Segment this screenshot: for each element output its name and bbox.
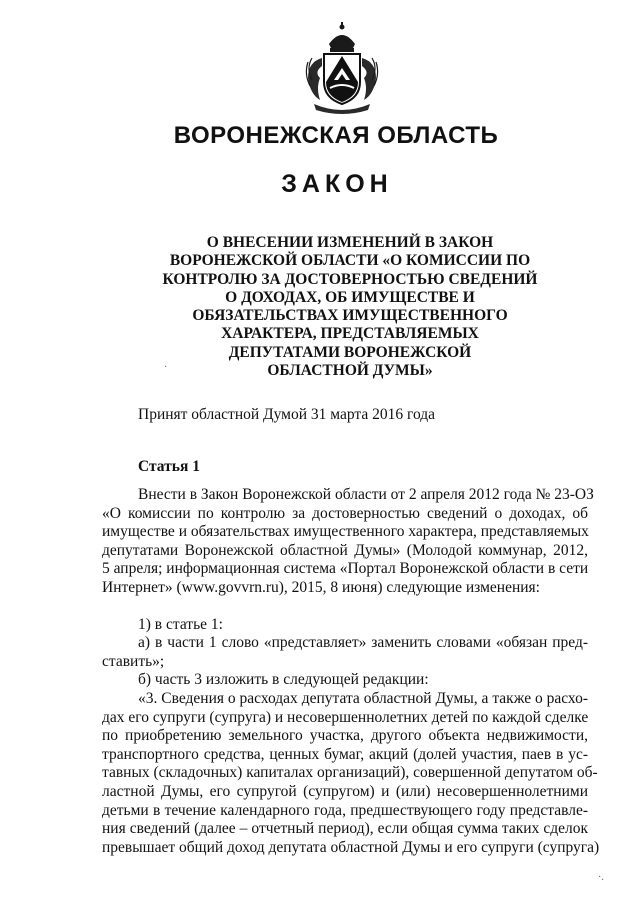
body-line: дах его супруги (супруга) и несовершеннолетних детей по каждой сделке <box>102 708 589 726</box>
law-title <box>120 234 580 380</box>
law-title-line: ОБЛАСТНОЙ ДУМЫ» <box>267 362 433 380</box>
body-line: Интернет» (www.govvrn.ru), 2015, 8 июня) следующие изменения: <box>102 578 540 596</box>
body-line: депутатами Воронежской областной Думы» (Молодой коммунар, 2012, <box>102 541 588 559</box>
coat-of-arms-emblem <box>302 22 382 116</box>
law-title-line: О ВНЕСЕНИИ ИЗМЕНЕНИЙ В ЗАКОН <box>206 234 494 251</box>
body-line: ния сведений (далее – отчетный период), если общая сумма таких сделок <box>102 820 588 838</box>
scan-speck: ·. <box>598 872 604 883</box>
law-title-line: ДЕПУТАТАМИ ВОРОНЕЖСКОЙ <box>228 343 472 361</box>
body-line: детьми в течение календарного года, предшествующего году представле- <box>102 801 588 819</box>
list-item: 1) в статье 1: <box>138 615 223 633</box>
region-heading: ВОРОНЕЖСКАЯ ОБЛАСТЬ <box>173 122 499 149</box>
article-heading: Статья 1 <box>138 458 200 475</box>
body-line: а) в части 1 слово «представляет» заменить словами «обязан пред- <box>138 634 588 652</box>
left-supporter-shape <box>308 58 322 100</box>
body-line: тавных (складочных) капиталах организаций), совершенной депутатом об- <box>102 764 598 782</box>
crown-icon <box>329 22 355 52</box>
scan-speck: · <box>164 362 168 373</box>
law-title-line: О ДОХОДАХ, ОБ ИМУЩЕСТВЕ И <box>225 288 475 306</box>
article-body <box>102 486 600 857</box>
law-title-line: КОНТРОЛЮ ЗА ДОСТОВЕРНОСТЬЮ СВЕДЕНИЙ <box>162 270 538 288</box>
body-line: «О комиссии по контролю за достоверностью сведений о доходах, об <box>102 504 588 522</box>
law-title-line: ХАРАКТЕРА, ПРЕДСТАВЛЯЕМЫХ <box>221 325 479 343</box>
body-line: 5 апреля; информационная система «Портал Воронежской области в сети <box>102 560 589 578</box>
law-title-line: ОБЯЗАТЕЛЬСТВАХ ИМУЩЕСТВЕННОГО <box>192 307 508 325</box>
shield-icon <box>324 54 360 104</box>
right-supporter-shape <box>362 58 376 100</box>
base-ribbon-shape <box>314 104 370 114</box>
adoption-note: Принят областной Думой 31 марта 2016 года <box>138 406 436 423</box>
body-line: по приобретению земельного участка, другого объекта недвижимости, <box>102 727 588 745</box>
body-line: ставить»; <box>102 652 165 670</box>
body-line: транспортного средства, ценных бумаг, акций (долей участия, паев в ус- <box>102 745 588 763</box>
body-line: превышает общий доход депутата областной Думы и его супруги (супруга) <box>102 838 600 856</box>
body-line: имуществе и обязательствах имущественного характера, представляемых <box>102 523 589 541</box>
body-line: «3. Сведения о расходах депутата областной Думы, а также о расхо- <box>138 689 588 707</box>
document-type-heading: ЗАКОН <box>281 170 393 198</box>
law-title-line: ВОРОНЕЖСКОЙ ОБЛАСТИ «О КОМИССИИ ПО <box>169 252 531 270</box>
body-line: Внести в Закон Воронежской области от 2 апреля 2012 года № 23-ОЗ <box>138 486 594 503</box>
list-item: б) часть 3 изложить в следующей редакции: <box>138 671 429 689</box>
body-line: ластной Думы, его супругой (супругом) и (или) несовершеннолетними <box>102 782 588 800</box>
